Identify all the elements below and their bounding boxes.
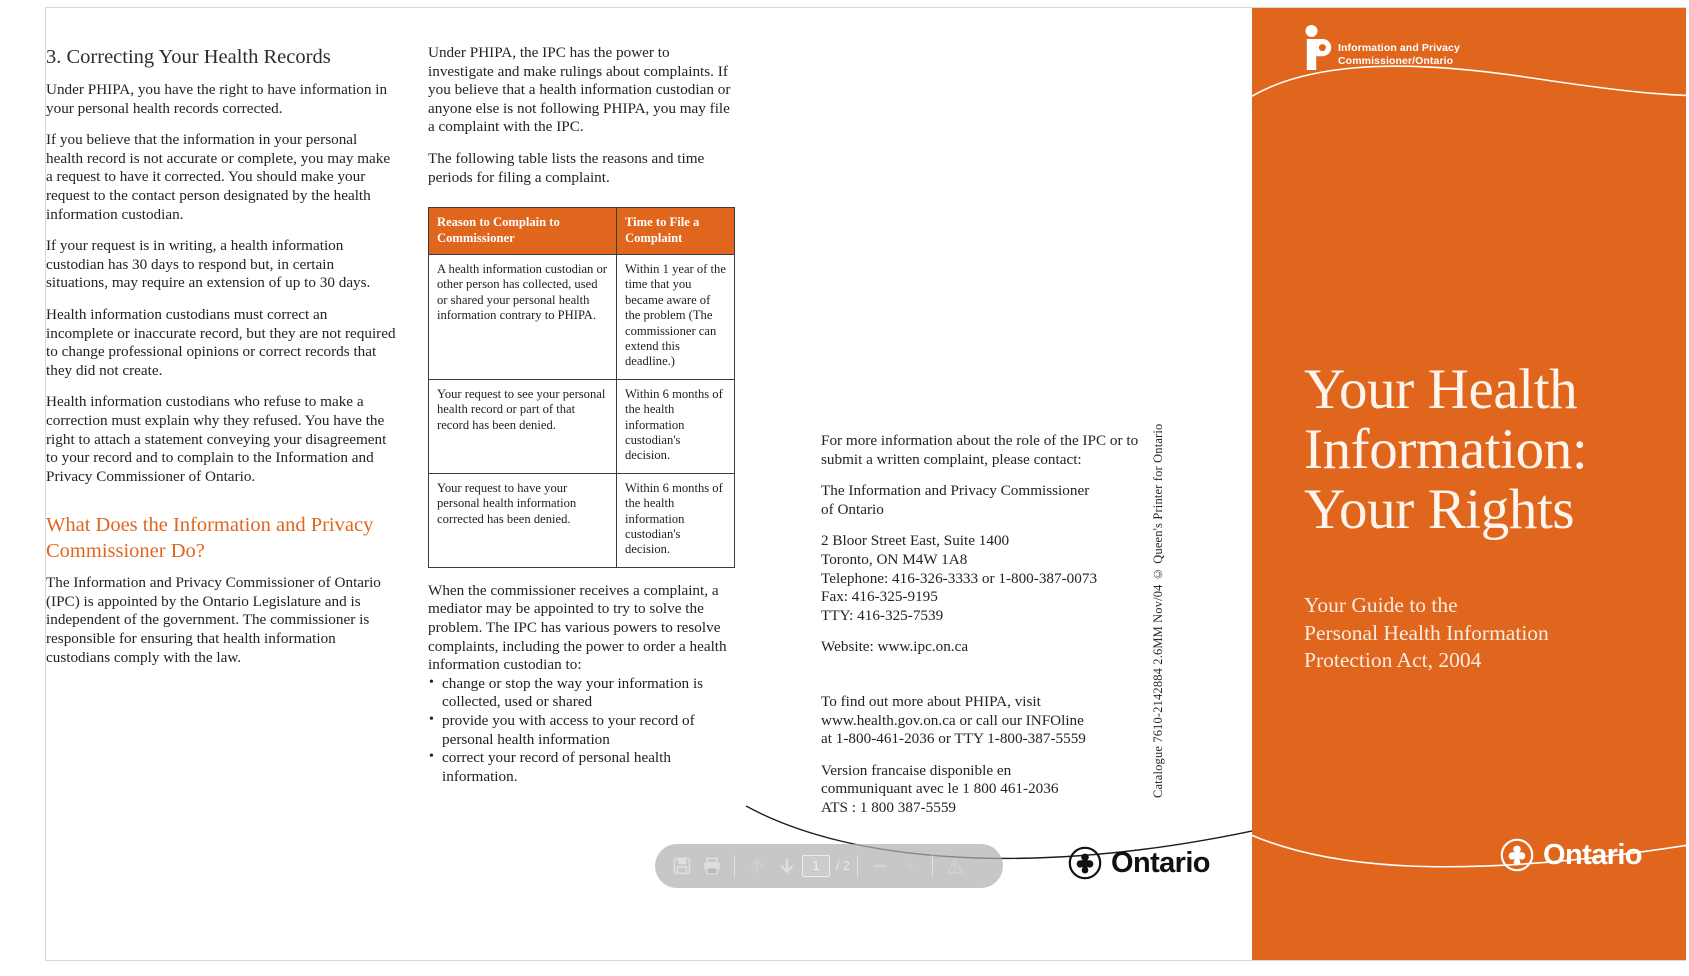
minus-icon bbox=[871, 857, 889, 875]
toolbar-separator bbox=[734, 855, 735, 877]
ontario-trillium-icon bbox=[1068, 846, 1102, 880]
save-button[interactable] bbox=[667, 851, 697, 881]
zoom-out-button[interactable] bbox=[865, 851, 895, 881]
print-button[interactable] bbox=[697, 851, 727, 881]
ipc-logo-line-1: Information and Privacy bbox=[1338, 42, 1460, 54]
paragraph: The Information and Privacy Commissioner of Ontario (IPC) is appointed by the Ontario Legislature and is independent of the government. The commissioner is responsible for ensuring that health information custodians comply with the law. bbox=[46, 574, 381, 666]
ipc-logo-text bbox=[1338, 42, 1460, 72]
cover-subtitle bbox=[1304, 592, 1664, 675]
list-item: • change or stop the way your information is collected, used or shared bbox=[428, 675, 738, 712]
francais-line-3: ATS : 1 800 387-5559 bbox=[821, 798, 957, 816]
ipc-person-p-mark-icon bbox=[1302, 24, 1332, 72]
phipa-info-block bbox=[821, 693, 1161, 749]
complaint-reasons-table bbox=[428, 207, 735, 568]
cover-subtitle-line-2: Personal Health Information bbox=[1304, 620, 1549, 645]
francais-line-2: communiquant avec le 1 800 461-2036 bbox=[821, 780, 1059, 798]
list-item: • provide you with access to your record of personal health information bbox=[428, 712, 738, 749]
column-correcting-records bbox=[46, 44, 396, 680]
floppy-disk-icon bbox=[672, 856, 692, 876]
francais-line-1: Version francaise disponible en bbox=[821, 761, 1012, 779]
table-cell: Within 6 months of the health information custodian's decision. bbox=[617, 473, 735, 567]
column-complaints bbox=[428, 44, 738, 786]
tty-line: TTY: 416-325-7539 bbox=[821, 606, 944, 624]
paragraph: When the commissioner receives a complaint, a mediator may be appointed to try to solve the problem. The IPC has various powers to resolve complaints, including the power to order a health information custodian to: bbox=[428, 581, 727, 674]
ontario-logo-page bbox=[1068, 846, 1210, 880]
address-line-1: 2 Bloor Street East, Suite 1400 bbox=[821, 532, 1010, 550]
paragraph: Under PHIPA, the IPC has the power to investigate and make rulings about complaints. If you believe that a health information custodian or anyone else is not following PHIPA, you may file a complaint with the IPC. bbox=[428, 44, 731, 136]
toolbar-separator bbox=[932, 855, 933, 877]
organization-name bbox=[821, 482, 1161, 519]
table-row bbox=[429, 254, 735, 379]
table-cell: Within 6 months of the health information custodian's decision. bbox=[617, 379, 735, 473]
ontario-logo-cover bbox=[1500, 838, 1642, 872]
ontario-wordmark: Ontario bbox=[1543, 838, 1642, 871]
ontario-trillium-icon bbox=[1500, 838, 1534, 872]
zoom-in-button[interactable] bbox=[895, 851, 925, 881]
phipa-line-3: at 1-800-461-2036 or TTY 1-800-387-5559 bbox=[821, 730, 1086, 748]
arrow-down-icon bbox=[778, 857, 796, 875]
telephone-line: Telephone: 416-326-3333 or 1-800-387-0073 bbox=[821, 569, 1098, 587]
page-number-input[interactable]: 1 bbox=[802, 855, 830, 877]
ontario-wordmark: Ontario bbox=[1111, 846, 1210, 879]
cover-title-line-1: Your Health bbox=[1304, 358, 1578, 421]
open-in-acrobat-button[interactable] bbox=[940, 851, 970, 881]
paragraph: Health information custodians must correct an incomplete or inaccurate record, but they are not required to change professional opinions or correct records that they did not create. bbox=[46, 305, 396, 379]
brochure-page bbox=[46, 8, 1686, 960]
paragraph: If your request is in writing, a health information custodian has 30 days to respond but, in certain situations, may require an extension of up to 30 days. bbox=[46, 237, 371, 292]
commissioner-powers-list bbox=[428, 675, 738, 787]
ipc-logo-line-2: Commissioner/Ontario bbox=[1338, 55, 1454, 67]
page-title: 3. Correcting Your Health Records bbox=[46, 46, 331, 68]
org-line-2: of Ontario bbox=[821, 500, 884, 518]
section-heading-ipc-role: What Does the Information and Privacy Commissioner Do? bbox=[46, 514, 374, 563]
table-cell: A health information custodian or other person has collected, used or shared your personal health information contrary to PHIPA. bbox=[429, 254, 617, 379]
column-contact-info bbox=[821, 432, 1161, 831]
table-cell: Within 1 year of the time that you became aware of the problem (The commissioner can extend this deadline.) bbox=[617, 254, 735, 379]
cover-title bbox=[1304, 360, 1664, 540]
printer-icon bbox=[702, 856, 722, 876]
paragraph: If you believe that the information in your personal health record is not accurate or complete, you may make a request to have it corrected. You should make your request to the contact person designated by the health information custodian. bbox=[46, 131, 391, 223]
paragraph: Health information custodians who refuse to make a correction must explain why they refused. You have the right to attach a statement conveying your disagreement to your record and to complain to the Information and Privacy Commissioner of Ontario. bbox=[46, 393, 387, 485]
contact-block bbox=[821, 532, 1161, 625]
pdf-floating-toolbar[interactable] bbox=[655, 844, 1003, 888]
next-page-button[interactable] bbox=[772, 851, 802, 881]
ipc-logo bbox=[1302, 24, 1460, 72]
total-pages-label: / 2 bbox=[836, 859, 850, 873]
table-row bbox=[429, 379, 735, 473]
cover-panel bbox=[1252, 8, 1686, 960]
arrow-up-icon bbox=[748, 857, 766, 875]
table-header-row bbox=[429, 208, 735, 255]
table-header-cell: Time to File a Complaint bbox=[617, 208, 735, 255]
viewer-bottom-margin bbox=[0, 968, 1689, 976]
paragraph: The following table lists the reasons and time periods for filing a complaint. bbox=[428, 149, 705, 186]
cover-title-line-2: Information: bbox=[1304, 418, 1588, 481]
toolbar-separator bbox=[857, 855, 858, 877]
cover-title-line-3: Your Rights bbox=[1304, 478, 1575, 541]
org-line-1: The Information and Privacy Commissioner bbox=[821, 482, 1090, 500]
catalogue-credit: Catalogue 7610-2142884 2.6MM Nov/04 © Queen's Printer for Ontario bbox=[1151, 423, 1165, 798]
paragraph: Under PHIPA, you have the right to have information in your personal health records corrected. bbox=[46, 81, 388, 117]
adobe-acrobat-icon bbox=[945, 856, 965, 876]
table-row bbox=[429, 473, 735, 567]
phipa-line-1: To find out more about PHIPA, visit bbox=[821, 692, 1041, 710]
previous-page-button[interactable] bbox=[742, 851, 772, 881]
fax-line: Fax: 416-325-9195 bbox=[821, 588, 938, 606]
cover-subtitle-line-1: Your Guide to the bbox=[1304, 593, 1458, 617]
website-line: Website: www.ipc.on.ca bbox=[821, 638, 969, 656]
phipa-line-2: www.health.gov.on.ca or call our INFOline bbox=[821, 711, 1084, 729]
plus-icon bbox=[901, 857, 919, 875]
table-header-cell: Reason to Complain to Commissioner bbox=[429, 208, 617, 255]
address-line-2: Toronto, ON M4W 1A8 bbox=[821, 550, 968, 568]
list-item: • correct your record of personal health information. bbox=[428, 749, 738, 786]
paragraph: For more information about the role of the IPC or to submit a written complaint, please contact: bbox=[821, 432, 1139, 468]
table-cell: Your request to have your personal health information corrected has been denied. bbox=[429, 473, 617, 567]
table-cell: Your request to see your personal health record or part of that record has been denied. bbox=[429, 379, 617, 473]
cover-subtitle-line-3: Protection Act, 2004 bbox=[1304, 648, 1482, 672]
